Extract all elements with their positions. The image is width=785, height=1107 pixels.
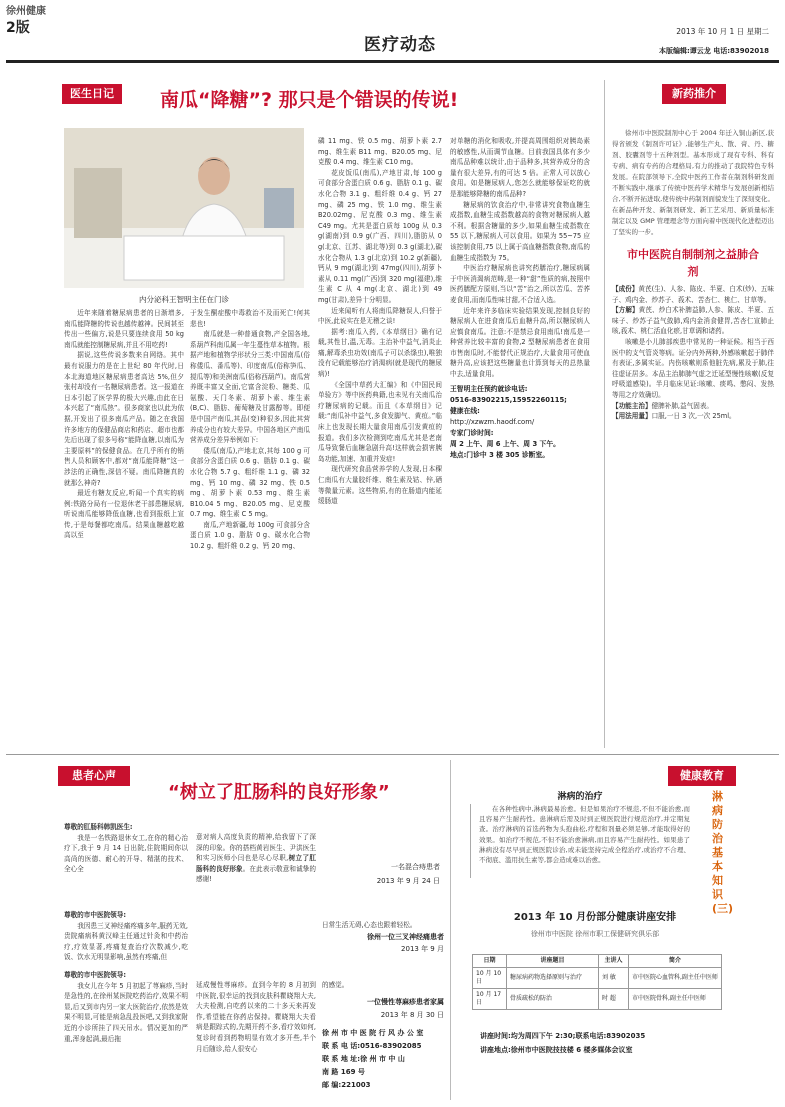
- letter1-text-b: 意对病人高度负责的精神,给我留下了深深的印象。你的搭档黄岩医生、尹洪医生和实习医师小闫也是尽心尽职,: [196, 833, 316, 863]
- clinic-location: 地点:门诊中 3 楼 305 诊断室。: [450, 450, 550, 459]
- gonorrhea-side-title: 淋病防治基本知识(三): [712, 790, 734, 915]
- gonorrhea-title: 淋病的治疗: [557, 792, 603, 802]
- issue-date: 2013 年 10 月 1 日 星期二: [676, 27, 769, 36]
- masthead: [6, 6, 116, 44]
- formula: [612, 305, 774, 337]
- letter2-signature: 徐州一位三叉神经痛患者: [367, 932, 444, 941]
- gonorrhea-text: 在各种性病中,淋病最易治愈。但是如果治疗不规范,不但不能治愈,而且容易产生耐药性。患淋病后需及时到正规医院进行规范治疗,并定期复查。治疗淋病的首选药物为头孢曲松,疗程和剂量必须足够,才能取得好的效果。如治疗不规范,不但不能治愈淋病,而且容易产生耐药性。如果患了淋病没有尽早到正规医院诊治,或未能坚持完成全程治疗,或治疗不合理、不彻底、滥用抗生素等,都会造成难以治愈。: [479, 805, 690, 865]
- letter1-date: 2013 年 9 月 24 日: [376, 877, 440, 885]
- paragraph: 据说,这些传说多数来自网络。其中最有说服力的是在上世纪 80 年代时,日本北海道地区糖尿病患者高达 5%,但夕张村却没有一名糖尿病患者。这一报道在日本引起了医学界的极大兴趣,由此在日本兴起了“南瓜热”。很多商家也以此为依据,开发出了很多南瓜产品。随之在我国许多地方的保健品商店和药店、超市也都先后出现了很多号称“能降血糖,以南瓜为主要原料”的保健食品。在几乎所有的销售人员和顾客中,都对“南瓜能降糖”这一涉法的正确性,深信不疑。南瓜降糖真的就那么神奇?: [64, 351, 184, 487]
- letter3-salutation: 尊敬的市中医院领导:: [64, 971, 126, 979]
- office-phone: 联 系 电 话:0516-83902085: [322, 1041, 422, 1050]
- headline-anorectal: “树立了肛肠科的良好形象”: [168, 782, 390, 803]
- column-divider: [604, 80, 605, 748]
- function: [612, 401, 774, 412]
- new-drug-intro: 徐州市中医院制剂中心于 2004 年迁入铜山新区,获得省颁发《制剂许可证》,能够生产丸、散、膏、丹、糖剂、胶囊剂等十五种剂型。基本形成了现有专科、科有专病、病有专药的合理格局,有力的推动了我院特色专科发展。在院部领导下,全院中医药工作者在制剂科研发面不断实践中,继承了传统中医药学术精华与发展创新相结合,不断开拓进取,使传统中药制剂面貌发生了深刻变化。在新品种开发、新制剂研发、新工艺采用、新质量标准制定以及 GMP 管理理念等方面向着中医现代化进程迈出了坚实的一步。: [612, 129, 774, 236]
- paragraph: 花皮饭瓜(南瓜),产地甘肃,每 100 g 可食部分含蛋白质 0.6 g、脂肪 0.1 g、碳水化合物 3.1 g、粗纤维 0.4 g、钙 27 mg、磷 25 mg、铁 1.0 mg、维生素 B20.02mg、尼克酸 0.3 mg、维生素 C49 mg。尤其是蛋白质每 100g 从 0.3 g(湖南)到 0.9 g(广西、四川),脂肪从 0 g(北京、江苏、湖北等)到 0.3 g(湖北),碳水化合物从 1.3 g(北京)到 10.2 g(新疆),钙从 9 mg(湖北)到 47mg(四川),胡萝卜素从 0.11 mg(广西)到 320 mg(福建),维生素 C 从 4 mg(北京、湖北)到 49 mg(甘肃),差异十分明显。: [318, 168, 442, 304]
- table-header: 讲座题目: [507, 955, 599, 968]
- letter3-body-cont: 延成慢性荨麻疹。直到今年的 8 月初到中医院,很幸运的找到皮肤科瞿晓翔大夫,大夫检测,自吃药以来的二十多天来再发作,希望能在你药店保持。瞿晓翔大夫看病是跟踪式的,先期开药不多,看疗效如何,复诊时看到药物明显有效才多开些,半个月后随诊,给人很安心: [196, 981, 316, 1053]
- formula-label: 【方解】: [612, 306, 639, 315]
- paragraph: 磷 11 mg、铁 0.5 mg、胡萝卜素 2.7 mg、维生素 B11 mg、B20.05 mg、尼克酸 0.4 mg、维生素 C10 mg。: [318, 137, 442, 167]
- clinic-phone-title: 王智明主任预约就诊电话:: [450, 384, 528, 393]
- table-cell: 市中医院心血管科,副主任中医师: [629, 968, 722, 989]
- composition: [612, 284, 774, 305]
- headline-pumpkin: 南瓜“降糖”? 那只是个错误的传说!: [160, 89, 459, 111]
- pumpkin-col4: [450, 136, 590, 746]
- table-header-row: [473, 955, 722, 968]
- gonorrhea-box: [470, 804, 690, 878]
- patient-voice-tag: 患者心声: [58, 766, 130, 786]
- letter2-date: 2013 年 9 月: [401, 944, 444, 953]
- paragraph: 近年来随着糖尿病患者的日渐增多,南瓜能降糖的传说也越传越神。民间甚至传出一些偏方,说是只要连续食用 50 kg南瓜就能控制糖尿病,并且不用吃药!: [64, 309, 184, 349]
- paragraph: 对单糖的消化和吸收,并提高周围组织对胰岛素的敏感性,从而调节血糖。目前我国具体有多少南瓜品种难以统计,由于品种多,其营养成分的含量有很大差异,有的可达 5 倍。正常人可以放心食用。如是糖尿病人,您怎么就能够保证吃的就是那能够降糖的南瓜品种?: [450, 137, 590, 198]
- letter2-col2: [196, 920, 316, 956]
- paragraph: 《全国中草药大汇编》和《中国民间单验方》等中医药典籍,也未见有关南瓜治疗糖尿病的记载。而且《本草纲目》记载:“南瓜补中益气,多食发脚气、黄疸。”临床上也发现长期大量食用南瓜引发黄疸的报道。我们多次检测到吃南瓜尤其是老南瓜导致餐后血糖急剧升高!这样就会损害胰岛功能,加速、加重并发症!: [318, 380, 442, 463]
- new-drug-tag: 新药推介: [662, 84, 726, 104]
- section-rule: [6, 754, 779, 755]
- doctor-diary-tag: 医生日记: [62, 84, 122, 104]
- table-cell: 刘 敏: [599, 968, 629, 989]
- clinic-site-link[interactable]: http://xzwzm.haodf.com/: [450, 417, 535, 426]
- photo-caption: 内分泌科王智明主任在门诊: [139, 295, 229, 304]
- table-cell: 10 月 17 日: [473, 989, 507, 1010]
- header-rule: [6, 60, 779, 63]
- letter2-body: 我因患三叉神经痛疼痛多年,服药无效,贵院痛病科黄汉峰主任通过针灸和中药治疗,疗效显著,疼痛复查治疗次数减少,吃饭、饮水无明显影响,虽然有疼痛,但: [64, 921, 188, 962]
- table-header: 简介: [629, 955, 722, 968]
- schedule-title: 2013 年 10 月份部分健康讲座安排: [513, 912, 677, 923]
- paragraph: 倭瓜(南瓜),产地北京,其每 100 g 可食部分含蛋白质 0.6 g、脂肪 0.1 g、碳水化合物 5.7 g、粗纤维 1.1 g、磷 32 mg、钙 10 mg、磷 32 mg、铁 0.5 mg、胡萝卜素 0.53 mg、维生素 B10.04 5 mg、B20.05 mg、尼克酸 0.7 mg、维生素 C 5 mg。: [190, 446, 310, 519]
- clinic-info: [450, 384, 590, 461]
- letter1-signature: 一名混合痔患者: [391, 863, 440, 871]
- letter3-col2: [196, 980, 316, 1098]
- paragraph: 南瓜就是一种普通食物,产全国各地,系葫芦科南瓜属一年生蔓性草本植物。根据产地和植物学形状分三类:中国南瓜(俗称倭瓜、番瓜等)、印度南瓜(俗称笋瓜、搅瓜等)和美洲南瓜(俗称西葫芦)。南瓜营养既丰富又全面,它富含淀粉、糖类、瓜氨酸、天门冬素、胡萝卜素、维生素(B,C)、脂肪、葡萄糖及甘露醇等。即便是中国产南瓜,其品(变)种很多,因此其营养成分也有较大差异。中国各地区产南瓜营养成分差异举例如下:: [190, 330, 310, 445]
- letter1-col2: [196, 832, 316, 896]
- clinic-hours: 周 2 上午、周 6 上午、周 3 下午。: [450, 439, 560, 448]
- letter1-body-cont: [196, 832, 316, 885]
- letter3-date: 2013 年 8 月 30 日: [380, 1010, 444, 1019]
- lecture-place: 讲座地点:徐州市中医院技技楼 6 楼多媒体会议室: [480, 1046, 633, 1054]
- usage-text: 口服,一日 3 次,一次 25ml。: [651, 412, 736, 421]
- paragraph: 据考:南瓜入药,《本草纲目》确有记载,其性甘,温,无毒。主治补中益气,消炎止痛,解毒杀虫功效(南瓜子可以杀绦虫),唯独没有记载能够治疗消渴病(就是现代的糖尿病)!: [318, 327, 442, 379]
- pumpkin-col2: [190, 308, 310, 746]
- table-header: 日期: [473, 955, 507, 968]
- new-drug-column: [612, 128, 774, 748]
- paragraph: 近来闻听有人将南瓜降糖误人,归誉于中医,此说实在是无稽之谈!: [318, 306, 442, 326]
- office-address: [322, 1027, 444, 1092]
- function-label: 【功能主治】: [612, 401, 652, 410]
- office-address-line1: 联 系 地 址:徐 州 市 中 山: [322, 1054, 405, 1063]
- edition-label: 2版: [6, 20, 30, 36]
- paragraph: 近年来许多临床实验结果发现,控制良好的糖尿病人在进食南瓜后血糖升高,所以糖尿病人应慎食南瓜。注意:不是禁忌食用南瓜!南瓜是一种营养比较丰富的食物,2 型糖尿病患者在食用市售南瓜时,不能替代正规治疗,大量食用可使血糖升高,应该把这些糖量也计算到每天的总热量中去,适量食用。: [450, 306, 590, 379]
- office-address-line2: 南 路 169 号: [322, 1067, 365, 1076]
- usage-label: 【用法用量】: [612, 412, 652, 421]
- drug-description: 咳嗽是小儿肺部疾患中常见的一种证候。相当于西医中的支气管炎等病。证分内外两种,外感咳嗽起于肺伴有表证,多属实证。内伤咳嗽则系他脏先病,累及于肺,往往虚证居多。本品主治肺肺气虚之迁延型慢性咳嗽(反复呼吸道感染)。半月临床见证:咳嗽、痰鸣、憋闷、发热等用之疗效确切。: [612, 337, 774, 399]
- doctor-photo: [64, 128, 304, 288]
- schedule-table: [472, 954, 722, 1010]
- paragraph: 中医治疗糖尿病也讲究药膳治疗,糖尿病属于中医消渴病范畴,是一种“甜”性质的病,按照中医药膳配方原则,当以“苦”治之,所以苦瓜、苦荞麦食用,而南瓜性味甘甜,不合适入选。: [450, 264, 590, 304]
- clinic-site-title: 健康在线:: [450, 406, 480, 415]
- office-postcode: 邮 编:221003: [322, 1080, 371, 1089]
- table-cell: 时 超: [599, 989, 629, 1010]
- paragraph: 最近有糖友反应,听闻一个真实的病例:铁路分局有一位退休老干部患糖尿病,听说南瓜能够降低血糖,也看到报纸上宣传,于是每餐都吃南瓜。结果血糖越吃越高以至: [64, 489, 184, 540]
- table-row: [473, 968, 722, 989]
- pumpkin-col3: [318, 136, 442, 746]
- letter1-body: 我是一名铁路退休女工,在你的精心治疗下,我于 9 月 14 日出院,住院期间你以高尚的医德、耐心的开导、精湛的技术、全心全: [64, 833, 188, 874]
- composition-label: 【成份】: [612, 285, 639, 293]
- masthead-title: 徐州健康: [6, 6, 46, 17]
- table-header: 主讲人: [599, 955, 629, 968]
- letter1-salutation: 尊敬的肛肠科韩凯医生:: [64, 823, 133, 831]
- table-cell: 市中医院骨科,副主任中医师: [629, 989, 722, 1010]
- product-title: 市中医院自制制剂之益肺合剂: [627, 248, 759, 278]
- letter2-salutation: 尊敬的市中医院领导:: [64, 911, 126, 919]
- health-edu-tag: 健康教育: [668, 766, 736, 786]
- lecture-time: 讲座时间:均为周四下午 2:30;联系电话:83902035: [480, 1032, 646, 1040]
- letter2-body-end: 日常生活无碍,心态也跟着轻松。: [322, 921, 417, 929]
- column-divider: [450, 760, 451, 1100]
- composition-text: 黄芪(生)、人参、陈皮、半夏、白术(炒)、五味子、鸡内金、炒苏子、莪术、苦杏仁、桃仁、甘草等。: [612, 285, 775, 304]
- letter3-body-end: 的感觉。: [322, 981, 349, 989]
- letter1-text-c: 。在此表示敬意和诚挚的感谢!: [196, 864, 317, 884]
- letter3-col1: [64, 970, 188, 1098]
- letter2-col3: [322, 920, 444, 960]
- table-cell: 10 月 10 日: [473, 968, 507, 989]
- table-cell: 骨质疏松的防治: [507, 989, 599, 1010]
- clinic-phone: 0516-83902215,15952260115;: [450, 395, 567, 404]
- formula-text: 黄芪、炒白术补脾益肺,人参、陈皮、半夏、五味子、炒苏子益气敛肺,鸡内金消食健胃,苦杏仁宣肺止咳,莪术、桃仁活血化瘀,甘草调和诸药。: [612, 306, 774, 336]
- letter2-col1: [64, 910, 188, 962]
- schedule-subtitle: 徐州市中医院 徐州市职工保健研究俱乐部: [530, 930, 660, 938]
- table-cell: 糖尿病药物选择原则与治疗: [507, 968, 599, 989]
- letter1-col1: [64, 822, 188, 896]
- table-row: [473, 989, 722, 1010]
- section-title: 医疗动态: [364, 35, 436, 55]
- function-text: 健脾补肺,益气固表。: [651, 401, 714, 410]
- office-name: 徐 州 市 中 医 院 行 风 办 公 室: [322, 1028, 424, 1037]
- letter3-body: 我女儿在今年 5 月初起了荨麻疹,当时是急性的,在徐州某医院吃药治疗,效果不明显,后又到市内另一家大医院治疗,依然是效果不明显,可能是病急乱投医吧,又到我家附近的小诊所挂了四天吊水。情况更加的严重,浑身起满,最后拖: [64, 981, 188, 1043]
- paragraph: 现代研究食品营养学的人发现,日本稞仁南瓜有大量胶纤维、维生素及钴、锌,硒等微量元素。这些物质,有的在肠道内能延缓肠道: [318, 465, 442, 506]
- paragraph: 南瓜,产地新疆,每 100g 可食部分含蛋白质 1.0 g、脂肪 0 g、碳水化合物 10.2 g、粗纤维 0.2 g、钙 20 mg、: [190, 520, 310, 551]
- letter1-highlight: 树立了肛肠科的良好形象: [196, 854, 316, 873]
- doctor-photo-illustration: [64, 128, 304, 288]
- letter3-signature: 一位慢性荨麻疹患者家属: [367, 997, 444, 1006]
- pumpkin-col1: [64, 308, 184, 746]
- letter3-col3: [322, 980, 444, 1098]
- clinic-hours-title: 专家门诊时间:: [450, 428, 494, 437]
- editor-info: 本版编辑:谭云龙 电话:83902018: [658, 47, 769, 55]
- paragraph: 糖尿病的饮食治疗中,非常讲究食物血糖生成指数,血糖生成指数越高的食物对糖尿病人越不利。根据含糖量的多少,如果血糖生成指数在 55 以下,糖尿病人可以食用。如果为 55~75 应该控制食用,75 以上属于高血糖指数食物,南瓜的血糖生成指数为 75。: [450, 200, 590, 262]
- usage: [612, 411, 774, 422]
- paragraph: 于发生酮症酸中毒救治不及而死亡!何其悲也!: [190, 309, 310, 328]
